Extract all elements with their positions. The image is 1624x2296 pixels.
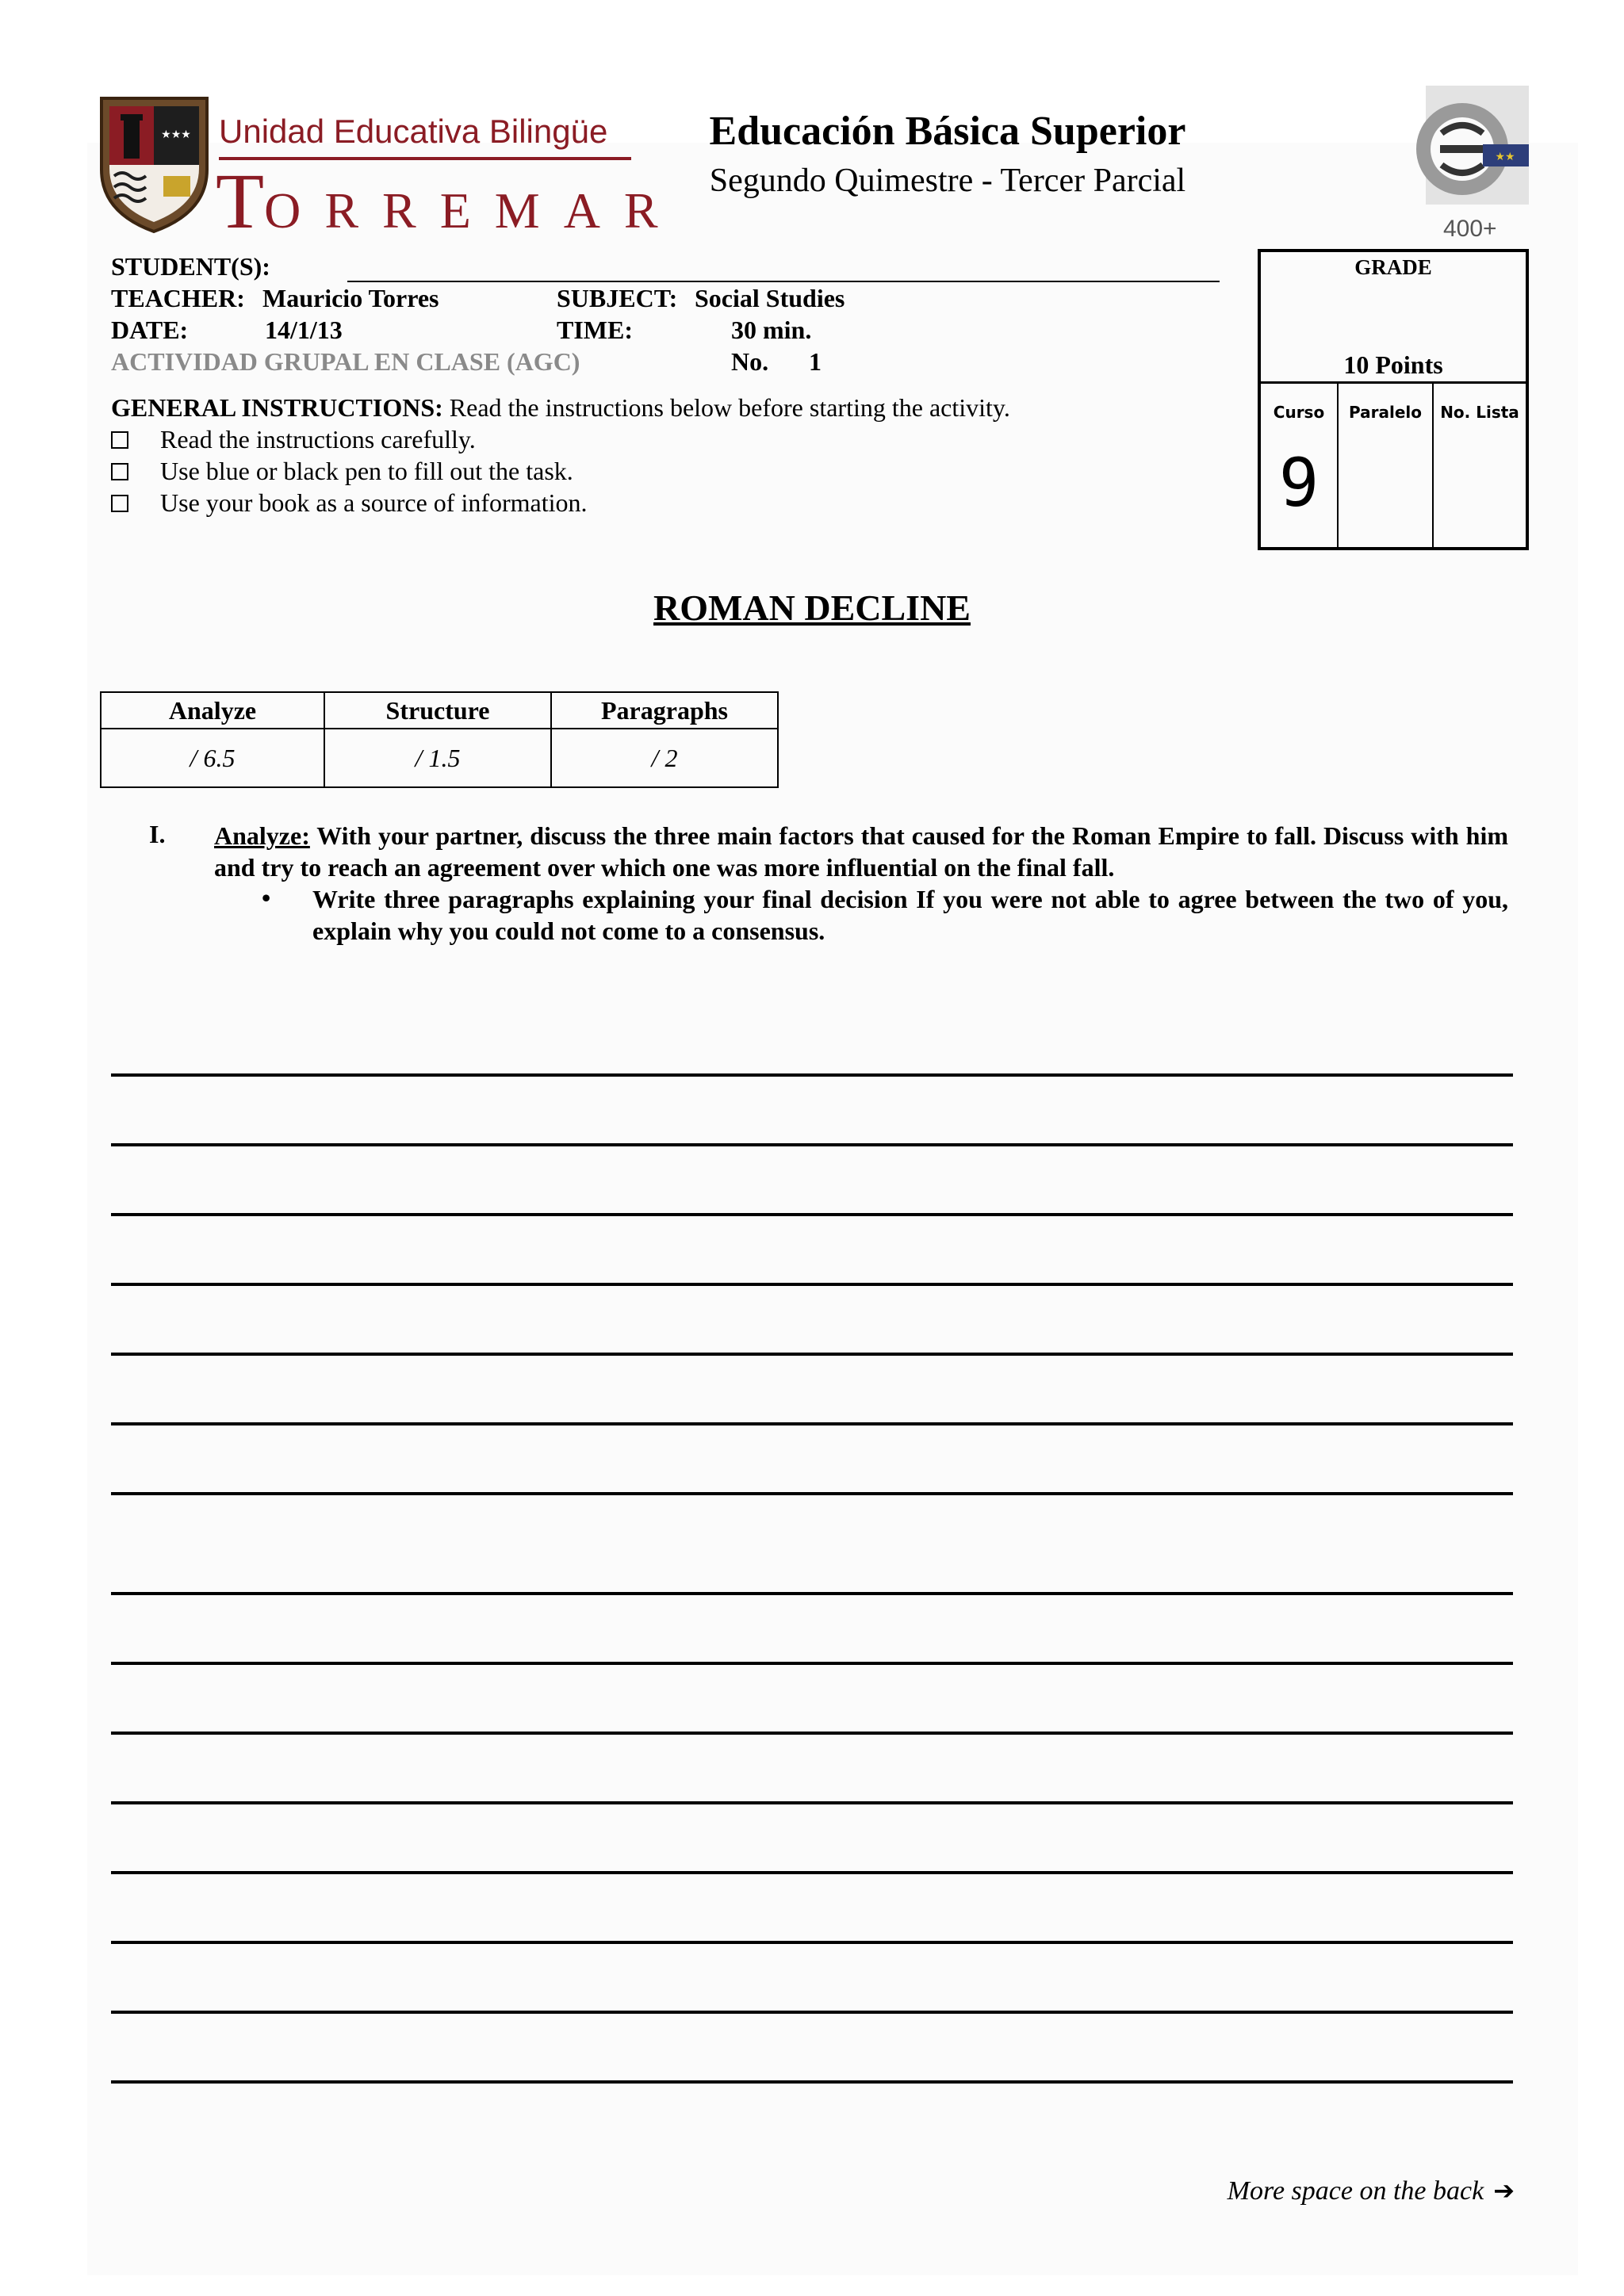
instruction-item-text: Read the instructions carefully. bbox=[160, 425, 476, 453]
date-value: 14/1/13 bbox=[265, 316, 343, 344]
school-name: Unidad Educativa Bilingüe bbox=[219, 113, 608, 150]
answer-line[interactable] bbox=[111, 1662, 1513, 1665]
instruction-item bbox=[111, 457, 573, 486]
grade-points: 10 Points bbox=[1343, 350, 1443, 379]
school-brand bbox=[216, 155, 682, 247]
time-value: 30 min. bbox=[731, 316, 812, 344]
number-label: No. bbox=[731, 347, 769, 376]
answer-line[interactable] bbox=[111, 1213, 1513, 1216]
table-row bbox=[101, 692, 778, 729]
student-name-line[interactable] bbox=[347, 281, 1220, 282]
question-bullet-text: Write three paragraphs explaining your final decision If you were not able to agree between the two of you, explain why you could not come to a consensus. bbox=[312, 885, 1508, 945]
arrow-right-icon: ➔ bbox=[1493, 2175, 1515, 2206]
bullet-icon: • bbox=[262, 883, 271, 912]
answer-line[interactable] bbox=[111, 1492, 1513, 1495]
answer-line[interactable] bbox=[111, 1592, 1513, 1595]
question-text bbox=[214, 820, 1508, 883]
table-row bbox=[101, 729, 778, 787]
badge-number: 400+ bbox=[1443, 216, 1497, 242]
subject-value: Social Studies bbox=[695, 284, 845, 312]
svg-text:★★★: ★★★ bbox=[161, 128, 191, 141]
subject-label: SUBJECT: bbox=[557, 284, 678, 312]
answer-line[interactable] bbox=[111, 1732, 1513, 1735]
rubric-header: Analyze bbox=[101, 692, 324, 729]
teacher-label: TEACHER: bbox=[111, 284, 245, 312]
grade-col-paralelo: Paralelo bbox=[1349, 403, 1422, 422]
grade-curso-value: 9 bbox=[1278, 444, 1320, 522]
grade-label: GRADE bbox=[1354, 255, 1432, 279]
teacher-value: Mauricio Torres bbox=[262, 284, 439, 312]
answer-line[interactable] bbox=[111, 1143, 1513, 1146]
checkbox-icon[interactable] bbox=[111, 495, 128, 512]
rubric-header: Structure bbox=[324, 692, 551, 729]
school-logo bbox=[97, 94, 682, 245]
instruction-item-text: Use your book as a source of information. bbox=[160, 488, 588, 517]
time-label: TIME: bbox=[557, 316, 633, 344]
general-instructions bbox=[111, 393, 1010, 423]
instruction-item bbox=[111, 488, 588, 518]
answer-line[interactable] bbox=[111, 1353, 1513, 1356]
rubric-score[interactable]: / 6.5 bbox=[101, 729, 324, 787]
number-value: 1 bbox=[809, 347, 822, 376]
brand-first-letter: T bbox=[216, 157, 265, 245]
date-label: DATE: bbox=[111, 316, 189, 344]
answer-line[interactable] bbox=[111, 1941, 1513, 1944]
answer-line[interactable] bbox=[111, 1283, 1513, 1286]
instruction-item bbox=[111, 425, 476, 454]
student-label: STUDENT(S): bbox=[111, 252, 270, 281]
checkbox-icon[interactable] bbox=[111, 463, 128, 480]
grade-col-lista: No. Lista bbox=[1440, 403, 1519, 422]
instructions-label: GENERAL INSTRUCTIONS: bbox=[111, 393, 443, 422]
question-body: With your partner, discuss the three main factors that caused for the Roman Empire to fall. Discuss with him and try to reach an agreement over which one was more influential on the final fall. bbox=[214, 821, 1509, 882]
question-number: I. bbox=[149, 820, 166, 848]
svg-text:★★: ★★ bbox=[1495, 151, 1515, 163]
activity-title: ROMAN DECLINE bbox=[653, 587, 971, 628]
brand-rest-letters: ORREMAR bbox=[264, 182, 682, 239]
footer-text: More space on the back bbox=[1227, 2176, 1484, 2206]
checkbox-icon[interactable] bbox=[111, 431, 128, 449]
rubric-score[interactable]: / 1.5 bbox=[324, 729, 551, 787]
grade-divider bbox=[1261, 381, 1526, 384]
rubric-header: Paragraphs bbox=[551, 692, 778, 729]
answer-line[interactable] bbox=[111, 2080, 1513, 2084]
header-title: Educación Básica Superior bbox=[709, 109, 1186, 154]
rubric-score[interactable]: / 2 bbox=[551, 729, 778, 787]
activity-label: ACTIVIDAD GRUPAL EN CLASE (AGC) bbox=[111, 347, 580, 376]
grade-col-curso: Curso bbox=[1273, 403, 1325, 422]
answer-line[interactable] bbox=[111, 1871, 1513, 1874]
answer-line[interactable] bbox=[111, 2011, 1513, 2014]
crest-icon bbox=[97, 94, 212, 235]
instructions-text: Read the instructions below before starting the activity. bbox=[449, 393, 1010, 422]
rubric-table bbox=[100, 691, 779, 788]
instruction-item-text: Use blue or black pen to fill out the task. bbox=[160, 457, 573, 485]
question-label: Analyze: bbox=[214, 821, 310, 850]
answer-line[interactable] bbox=[111, 1801, 1513, 1804]
header-subtitle: Segundo Quimestre - Tercer Parcial bbox=[709, 163, 1186, 199]
footer-note bbox=[1031, 2175, 1515, 2206]
answer-line[interactable] bbox=[111, 1073, 1513, 1077]
answer-line[interactable] bbox=[111, 1422, 1513, 1425]
grade-box bbox=[1258, 249, 1529, 550]
